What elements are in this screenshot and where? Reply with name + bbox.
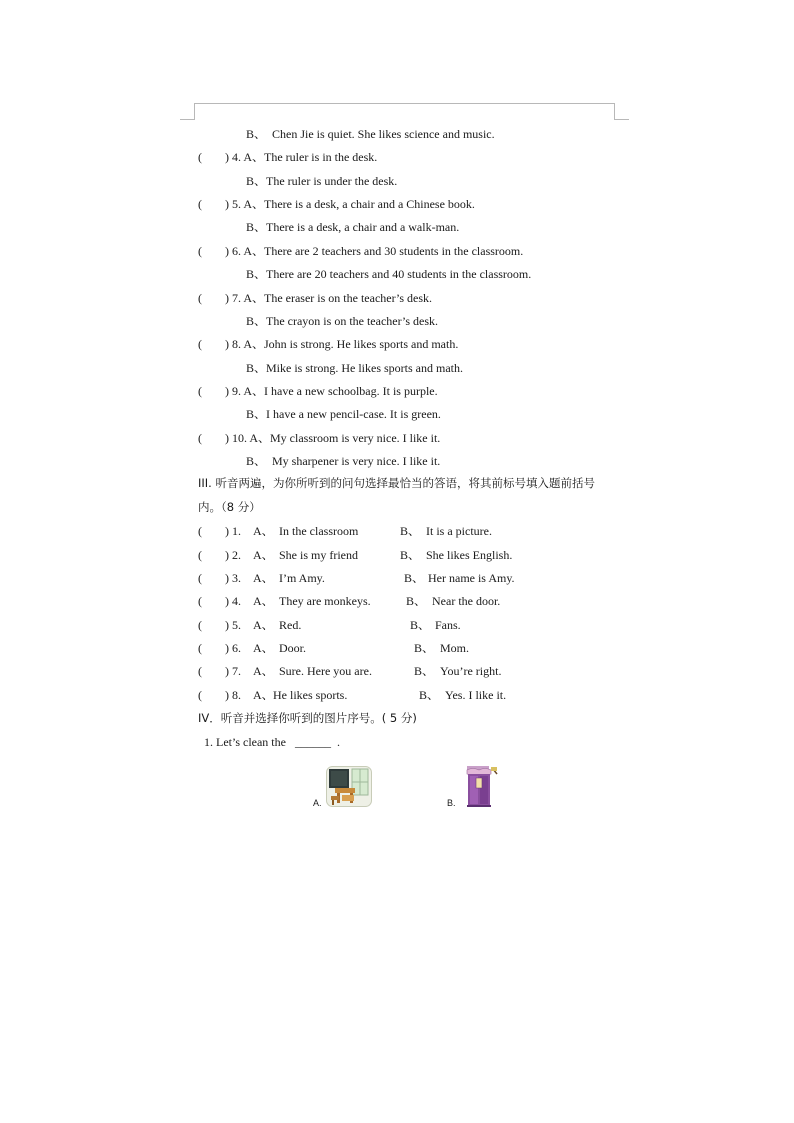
option-a-text: I’m Amy. bbox=[279, 571, 325, 585]
answer-paren[interactable]: ( bbox=[198, 548, 202, 562]
q9-option-a: ) 9. A、I have a new schoolbag. It is purple. bbox=[225, 384, 438, 398]
question-number: ) 4. bbox=[225, 594, 241, 608]
option-b-label: B、 bbox=[400, 524, 421, 538]
option-a-text: He likes sports. bbox=[273, 688, 348, 702]
answer-paren[interactable]: ( bbox=[198, 594, 202, 608]
option-b-text: You’re right. bbox=[440, 664, 502, 678]
section3-title-line1: III. 听音两遍，为你所听到的问句选择最恰当的答语，将其前标号填入题前括号 bbox=[198, 476, 595, 490]
answer-paren[interactable]: ( bbox=[198, 571, 202, 585]
option-a-label: A、 bbox=[253, 594, 274, 608]
option-a-label: A、 bbox=[253, 618, 274, 632]
picture-a-label: A. bbox=[313, 798, 322, 808]
section3-title-line2: 内。（8 分） bbox=[198, 500, 261, 514]
option-b-text: Mom. bbox=[440, 641, 470, 655]
q5-option-b: B、There is a desk, a chair and a walk-man. bbox=[246, 220, 460, 234]
option-b-label: B、 bbox=[410, 618, 431, 632]
question-number: ) 8. bbox=[225, 688, 241, 702]
option-b-text: Fans. bbox=[435, 618, 461, 632]
answer-paren[interactable]: ( bbox=[198, 291, 202, 305]
option-b-text: Her name is Amy. bbox=[428, 571, 515, 585]
q10-option-b: B、 My sharpener is very nice. I like it. bbox=[246, 454, 441, 468]
option-a-label: A、 bbox=[253, 548, 274, 562]
option-a-label: A、 bbox=[253, 688, 274, 702]
option-a-text: Door. bbox=[279, 641, 306, 655]
corner-mark-right bbox=[614, 103, 629, 120]
q5-option-a: ) 5. A、There is a desk, a chair and a Chinese book. bbox=[225, 197, 475, 211]
answer-paren[interactable]: ( bbox=[198, 618, 202, 632]
option-b-label: B、 bbox=[419, 688, 440, 702]
option-b-text: It is a picture. bbox=[426, 524, 492, 538]
option-b-text: Yes. I like it. bbox=[445, 688, 507, 702]
option-a-label: A、 bbox=[253, 664, 274, 678]
section4-title: IV．听音并选择你听到的图片序号。( 5 分) bbox=[198, 711, 417, 725]
answer-paren[interactable]: ( bbox=[198, 337, 202, 351]
q8-option-a: ) 8. A、John is strong. He likes sports and math. bbox=[225, 337, 459, 351]
option-a-text: Sure. Here you are. bbox=[279, 664, 372, 678]
answer-paren[interactable]: ( bbox=[198, 244, 202, 258]
question-number: ) 5. bbox=[225, 618, 241, 632]
q7-option-b: B、The crayon is on the teacher’s desk. bbox=[246, 314, 439, 328]
question-number: ) 3. bbox=[225, 571, 241, 585]
q9-option-b: B、I have a new pencil-case. It is green. bbox=[246, 407, 441, 421]
option-a-label: A、 bbox=[253, 571, 274, 585]
q7-option-a: ) 7. A、The eraser is on the teacher’s desk. bbox=[225, 291, 433, 305]
q4-option-a: ) 4. A、The ruler is in the desk. bbox=[225, 150, 378, 164]
option-b-label: B、 bbox=[400, 548, 421, 562]
option-b-label: B、 bbox=[406, 594, 427, 608]
q6-option-a: ) 6. A、There are 2 teachers and 30 students in the classroom. bbox=[225, 244, 524, 258]
answer-paren[interactable]: ( bbox=[198, 524, 202, 538]
window-curtain-picture-icon[interactable] bbox=[463, 764, 499, 808]
answer-paren[interactable]: ( bbox=[198, 197, 202, 211]
header-rule bbox=[194, 103, 614, 104]
option-b-label: B、 bbox=[414, 664, 435, 678]
answer-paren[interactable]: ( bbox=[198, 384, 202, 398]
question-number: ) 7. bbox=[225, 664, 241, 678]
option-a-text: They are monkeys. bbox=[279, 594, 371, 608]
option-b-label: B、 bbox=[404, 571, 425, 585]
answer-paren[interactable]: ( bbox=[198, 641, 202, 655]
classroom-picture-icon[interactable] bbox=[326, 766, 372, 807]
q4-option-b: B、The ruler is under the desk. bbox=[246, 174, 398, 188]
option-a-label: A、 bbox=[253, 641, 274, 655]
answer-paren[interactable]: ( bbox=[198, 664, 202, 678]
option-a-text: She is my friend bbox=[279, 548, 358, 562]
option-b-text: Near the door. bbox=[432, 594, 501, 608]
option-b-text: She likes English. bbox=[426, 548, 513, 562]
q10-option-a: ) 10. A、My classroom is very nice. I like it. bbox=[225, 431, 441, 445]
q8-option-b: B、Mike is strong. He likes sports and math. bbox=[246, 361, 463, 375]
answer-paren[interactable]: ( bbox=[198, 431, 202, 445]
option-a-text: Red. bbox=[279, 618, 302, 632]
question-number: ) 2. bbox=[225, 548, 241, 562]
corner-mark-left bbox=[180, 103, 195, 120]
option-a-text: In the classroom bbox=[279, 524, 359, 538]
option-a-label: A、 bbox=[253, 524, 274, 538]
answer-paren[interactable]: ( bbox=[198, 688, 202, 702]
question-number: ) 6. bbox=[225, 641, 241, 655]
s4-q1: 1. Let’s clean the ______ . bbox=[204, 735, 340, 749]
picture-b-label: B. bbox=[447, 798, 456, 808]
q3-option-b: B、 Chen Jie is quiet. She likes science and music. bbox=[246, 127, 495, 141]
q6-option-b: B、There are 20 teachers and 40 students in the classroom. bbox=[246, 267, 532, 281]
option-b-label: B、 bbox=[414, 641, 435, 655]
question-number: ) 1. bbox=[225, 524, 241, 538]
answer-paren[interactable]: ( bbox=[198, 150, 202, 164]
